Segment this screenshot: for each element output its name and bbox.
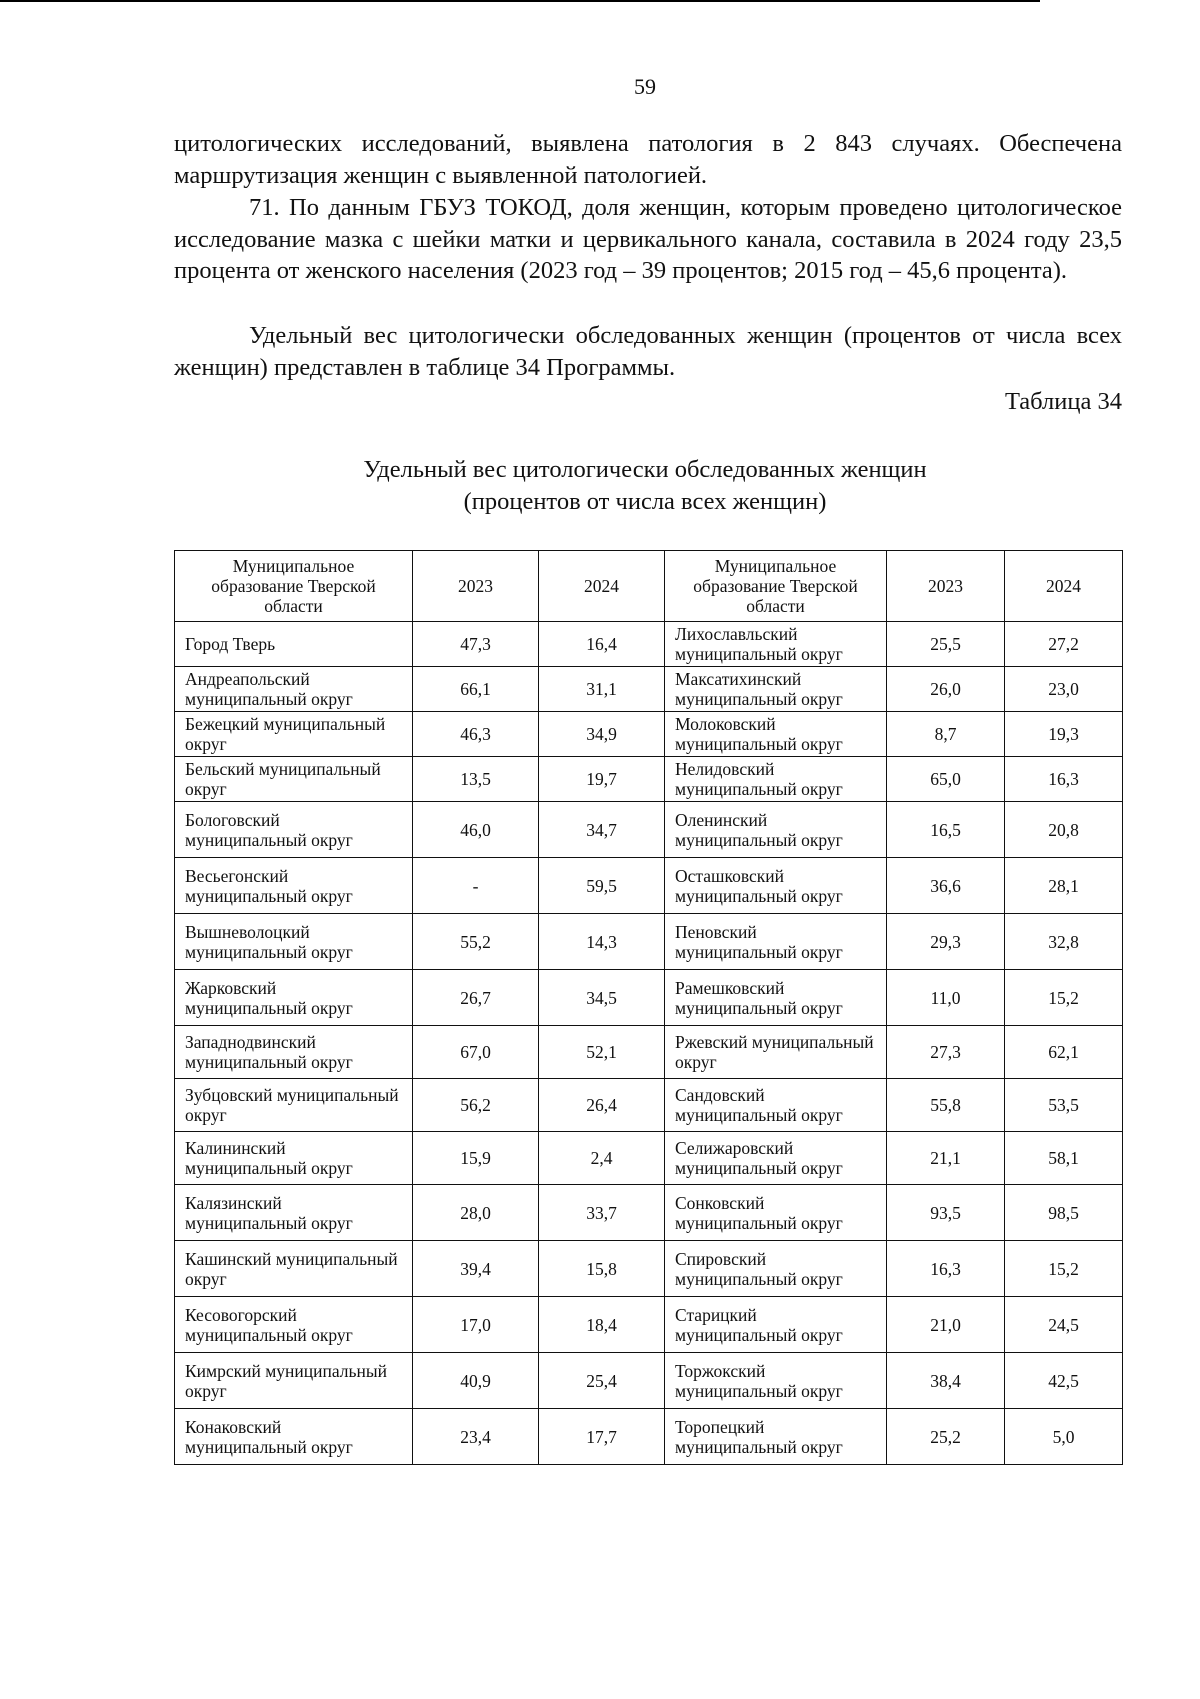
left-value-2024: 14,3 [539, 914, 665, 970]
right-value-2024: 42,5 [1005, 1353, 1123, 1409]
table-row [175, 1079, 1123, 1132]
right-value-2024: 15,2 [1005, 1241, 1123, 1297]
right-value-2023: 21,1 [887, 1132, 1005, 1185]
left-value-2023: 67,0 [413, 1026, 539, 1079]
table-title [200, 454, 1090, 518]
right-district-name: Торжокский муниципальный округ [665, 1353, 887, 1409]
right-value-2024: 19,3 [1005, 712, 1123, 757]
left-value-2024: 34,9 [539, 712, 665, 757]
table-header-row [175, 551, 1123, 622]
left-value-2024: 16,4 [539, 622, 665, 667]
left-value-2023: 39,4 [413, 1241, 539, 1297]
table-row [175, 622, 1123, 667]
right-value-2024: 58,1 [1005, 1132, 1123, 1185]
left-value-2024: 18,4 [539, 1297, 665, 1353]
table-row [175, 712, 1123, 757]
left-value-2024: 52,1 [539, 1026, 665, 1079]
left-value-2023: - [413, 858, 539, 914]
right-value-2024: 27,2 [1005, 622, 1123, 667]
left-value-2024: 34,5 [539, 970, 665, 1026]
right-value-2024: 62,1 [1005, 1026, 1123, 1079]
table-row [175, 1297, 1123, 1353]
left-value-2024: 19,7 [539, 757, 665, 802]
right-district-name: Молоковский муниципальный округ [665, 712, 887, 757]
left-district-name: Кесовогорский муниципальный округ [175, 1297, 413, 1353]
right-value-2024: 32,8 [1005, 914, 1123, 970]
table-row [175, 858, 1123, 914]
right-district-name: Спировский муниципальный округ [665, 1241, 887, 1297]
left-district-name: Город Тверь [175, 622, 413, 667]
left-value-2024: 2,4 [539, 1132, 665, 1185]
table-row [175, 1409, 1123, 1465]
right-value-2023: 29,3 [887, 914, 1005, 970]
right-district-name: Осташковский муниципальный округ [665, 858, 887, 914]
left-value-2023: 17,0 [413, 1297, 539, 1353]
right-value-2024: 53,5 [1005, 1079, 1123, 1132]
table-row [175, 667, 1123, 712]
left-district-name: Конаковский муниципальный округ [175, 1409, 413, 1465]
left-district-name: Бологовский муниципальный округ [175, 802, 413, 858]
right-value-2023: 55,8 [887, 1079, 1005, 1132]
table-row [175, 1353, 1123, 1409]
left-value-2023: 46,3 [413, 712, 539, 757]
right-value-2024: 20,8 [1005, 802, 1123, 858]
left-value-2023: 13,5 [413, 757, 539, 802]
left-value-2023: 15,9 [413, 1132, 539, 1185]
left-district-name: Зубцовский муниципальный округ [175, 1079, 413, 1132]
left-district-name: Бежецкий муниципальный округ [175, 712, 413, 757]
right-value-2023: 16,3 [887, 1241, 1005, 1297]
right-district-name: Сонковский муниципальный округ [665, 1185, 887, 1241]
header-name-right: Муниципальное образование Тверской области [665, 551, 887, 622]
table-row [175, 1241, 1123, 1297]
left-value-2023: 40,9 [413, 1353, 539, 1409]
table-row [175, 970, 1123, 1026]
left-value-2024: 17,7 [539, 1409, 665, 1465]
right-district-name: Нелидовский муниципальный округ [665, 757, 887, 802]
right-value-2023: 36,6 [887, 858, 1005, 914]
right-district-name: Ржевский муниципальный округ [665, 1026, 887, 1079]
right-district-name: Рамешковский муниципальный округ [665, 970, 887, 1026]
right-district-name: Торопецкий муниципальный округ [665, 1409, 887, 1465]
right-district-name: Лихославльский муниципальный округ [665, 622, 887, 667]
left-value-2024: 25,4 [539, 1353, 665, 1409]
right-value-2024: 15,2 [1005, 970, 1123, 1026]
header-name-left: Муниципальное образование Тверской области [175, 551, 413, 622]
table-row [175, 1185, 1123, 1241]
left-value-2023: 55,2 [413, 914, 539, 970]
left-value-2023: 56,2 [413, 1079, 539, 1132]
left-district-name: Кимрский муниципальный округ [175, 1353, 413, 1409]
left-value-2023: 47,3 [413, 622, 539, 667]
right-district-name: Селижаровский муниципальный округ [665, 1132, 887, 1185]
left-district-name: Вышневолоцкий муниципальный округ [175, 914, 413, 970]
header-2023-right: 2023 [887, 551, 1005, 622]
right-value-2023: 26,0 [887, 667, 1005, 712]
left-value-2024: 34,7 [539, 802, 665, 858]
left-district-name: Калязинский муниципальный округ [175, 1185, 413, 1241]
right-value-2023: 16,5 [887, 802, 1005, 858]
right-value-2024: 16,3 [1005, 757, 1123, 802]
table-row [175, 914, 1123, 970]
header-2023-left: 2023 [413, 551, 539, 622]
header-2024-right: 2024 [1005, 551, 1123, 622]
left-value-2023: 46,0 [413, 802, 539, 858]
left-value-2024: 31,1 [539, 667, 665, 712]
right-value-2023: 65,0 [887, 757, 1005, 802]
left-value-2023: 23,4 [413, 1409, 539, 1465]
table-row [175, 802, 1123, 858]
right-value-2024: 5,0 [1005, 1409, 1123, 1465]
right-value-2024: 23,0 [1005, 667, 1123, 712]
left-district-name: Калининский муниципальный округ [175, 1132, 413, 1185]
left-district-name: Бельский муниципальный округ [175, 757, 413, 802]
paragraph-1: цитологических исследований, выявлена патология в 2 843 случаях. Обеспечена маршрутизация женщин с выявленной патологией. [174, 130, 1122, 189]
paragraph-2: 71. По данным ГБУЗ ТОКОД, доля женщин, которым проведено цитологическое исследование мазка с шейки матки и цервикального канала, составила в 2024 году 23,5 процента от женского населения (2023 год – 39 процентов; 2015 год – 45,6 процента). [174, 194, 1122, 284]
top-border-line [0, 0, 1040, 2]
left-district-name: Западнодвинский муниципальный округ [175, 1026, 413, 1079]
left-value-2023: 66,1 [413, 667, 539, 712]
right-value-2024: 24,5 [1005, 1297, 1123, 1353]
left-value-2023: 26,7 [413, 970, 539, 1026]
right-value-2023: 93,5 [887, 1185, 1005, 1241]
right-value-2024: 98,5 [1005, 1185, 1123, 1241]
left-value-2023: 28,0 [413, 1185, 539, 1241]
header-2024-left: 2024 [539, 551, 665, 622]
left-district-name: Кашинский муниципальный округ [175, 1241, 413, 1297]
right-value-2023: 11,0 [887, 970, 1005, 1026]
table-reference: Таблица 34 [1004, 388, 1122, 415]
right-district-name: Максатихинский муниципальный округ [665, 667, 887, 712]
table-row [175, 1132, 1123, 1185]
right-value-2023: 25,5 [887, 622, 1005, 667]
right-value-2023: 27,3 [887, 1026, 1005, 1079]
left-district-name: Весьегонский муниципальный округ [175, 858, 413, 914]
table-body [175, 622, 1123, 1465]
right-value-2024: 28,1 [1005, 858, 1123, 914]
right-district-name: Старицкий муниципальный округ [665, 1297, 887, 1353]
left-value-2024: 15,8 [539, 1241, 665, 1297]
right-value-2023: 8,7 [887, 712, 1005, 757]
table-row [175, 757, 1123, 802]
right-district-name: Оленинский муниципальный округ [665, 802, 887, 858]
left-value-2024: 59,5 [539, 858, 665, 914]
table-title-line-1: Удельный вес цитологически обследованных женщин [363, 456, 927, 483]
right-district-name: Сандовский муниципальный округ [665, 1079, 887, 1132]
left-district-name: Жарковский муниципальный округ [175, 970, 413, 1026]
right-value-2023: 38,4 [887, 1353, 1005, 1409]
page-number: 59 [634, 74, 656, 99]
table-title-line-2: (процентов от числа всех женщин) [463, 488, 827, 515]
right-value-2023: 21,0 [887, 1297, 1005, 1353]
left-district-name: Андреапольский муниципальный округ [175, 667, 413, 712]
paragraph-3: Удельный вес цитологически обследованных женщин (процентов от числа всех женщин) представлен в таблице 34 Программы. [174, 322, 1122, 381]
left-value-2024: 33,7 [539, 1185, 665, 1241]
right-value-2023: 25,2 [887, 1409, 1005, 1465]
left-value-2024: 26,4 [539, 1079, 665, 1132]
table-row [175, 1026, 1123, 1079]
data-table [174, 550, 1123, 1465]
right-district-name: Пеновский муниципальный округ [665, 914, 887, 970]
